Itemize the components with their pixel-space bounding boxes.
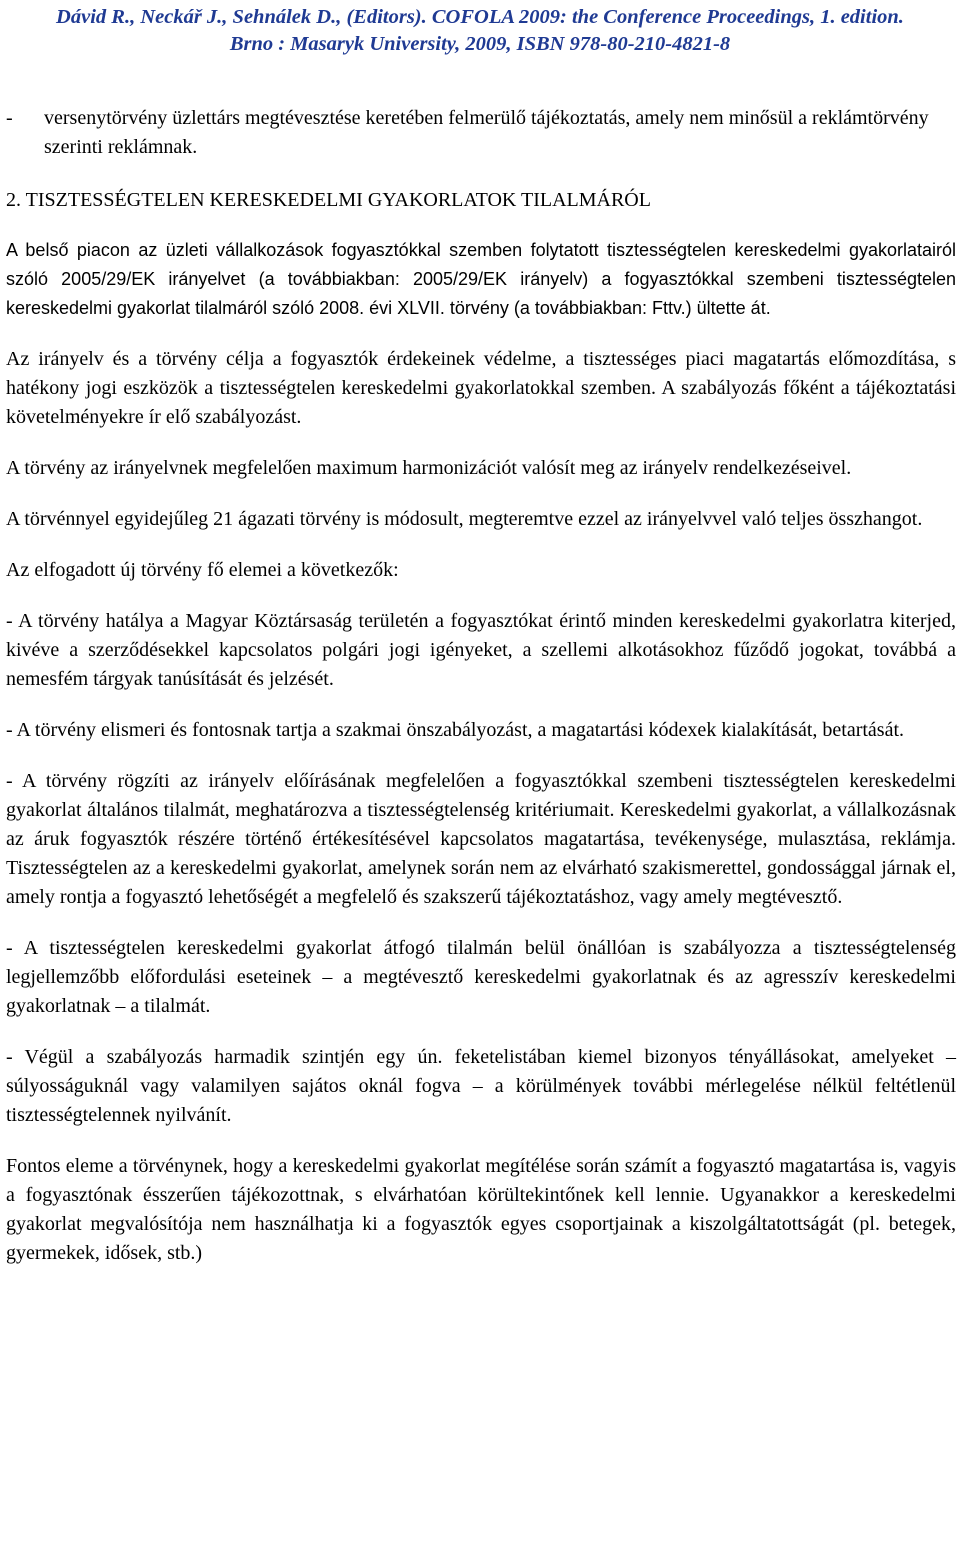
section-heading: 2. TISZTESSÉGTELEN KERESKEDELMI GYAKORLATOK TILALMÁRÓL xyxy=(6,189,651,211)
paragraph-general-prohibition: - A törvény rögzíti az irányelv előírásának megfelelően a fogyasztókkal szembeni tisztességtelen kereskedelmi gyakorlat általános tilalmát, meghatározva a tisztességtelenség kritériumait. Kereskedelmi gyakorlat, a vállalkozásnak az áruk fogyasztók részére történő értékesítésével kapcsolatos magatartása, tevékenysége, mulasztása, reklámja. Tisztességtelen az a kereskedelmi gyakorlat, amelynek során nem az elvárható szakismerettel, gondossággal járnak el, amely rontja a fogyasztó lehetőségét a megfelelő és szakszerű tájékoztatáshoz, vagy amely megtévesztő. xyxy=(6,770,956,908)
paragraph-blacklist: - Végül a szabályozás harmadik szintjén egy ún. feketelistában kiemel bizonyos tényállásokat, amelyeket – súlyosságuknál vagy valamilyen sajátos oknál fogva – a körülmények további mérlegelése nélkül feltétlenül tisztességtelennek nyilvánít. xyxy=(6,1046,956,1126)
paragraph-main-elements-intro: Az elfogadott új törvény fő elemei a következők: xyxy=(6,559,399,581)
paragraph-self-regulation: - A törvény elismeri és fontosnak tartja a szakmai önszabályozást, a magatartási kódexek kialakítását, betartását. xyxy=(6,719,905,741)
list-dash: - xyxy=(6,107,13,129)
paragraph-directive-intro: A belső piacon az üzleti vállalkozások fogyasztókkal szemben folytatott tisztességtelen kereskedelmi gyakorlatairól szóló 2005/29/EK irányelvet (a továbbiakban: 2005/29/EK irányelv) a fogyasztókkal szembeni tisztességtelen kereskedelmi gyakorlat tilalmáról szóló 2008. évi XLVII. törvény (a továbbiakban: Fttv.) ültette át. xyxy=(6,240,956,318)
paragraph-harmonization: A törvény az irányelvnek megfelelően maximum harmonizációt valósít meg az irányelv rendelkezéseivel. xyxy=(6,457,852,479)
paragraph-consumer-behaviour: Fontos eleme a törvénynek, hogy a kereskedelmi gyakorlat megítélése során számít a fogyasztó magatartása is, vagyis a fogyasztónak ésszerűen tájékozottnak, s elvárhatóan körültekintőnek kell lennie. Ugyanakkor a kereskedelmi gyakorlat megvalósítója nem használhatja ki a fogyasztók egyes csoportjainak a kiszolgáltatottságát (pl. betegek, gyermekek, idősek, stb.) xyxy=(6,1155,956,1264)
list-item-text: versenytörvény üzlettárs megtévesztése keretében felmerülő tájékoztatás, amely nem minősül a reklámtörvény szerinti reklámnak. xyxy=(44,107,929,158)
paragraph-scope: - A törvény hatálya a Magyar Köztársaság területén a fogyasztókat érintő minden kereskedelmi gyakorlatra kiterjed, kivéve a szerződésekkel kapcsolatos polgári jogi igényeket, a szellemi alkotásokhoz fűződő jogokat, továbbá a nemesfém tárgyak tanúsítását és jelzését. xyxy=(6,610,956,690)
document-body xyxy=(6,104,956,1290)
paragraph-purpose: Az irányelv és a törvény célja a fogyasztók érdekeinek védelme, a tisztességes piaci magatartás előmozdítása, s hatékony jogi eszközök a tisztességtelen kereskedelmi gyakorlatokkal szemben. A szabályozás főként a tájékoztatási követelményekre ír elő szabályozást. xyxy=(6,348,956,428)
intro-list-item xyxy=(6,104,956,162)
running-header xyxy=(0,4,960,58)
paragraph-sector-laws: A törvénnyel egyidejűleg 21 ágazati törvény is módosult, megteremtve ezzel az irányelvvel való teljes összhangot. xyxy=(6,508,923,530)
header-citation-line: Dávid R., Neckář J., Sehnálek D., (Editors). COFOLA 2009: the Conference Proceedings, 1. edition. xyxy=(56,6,904,28)
header-publisher-line: Brno : Masaryk University, 2009, ISBN 978-80-210-4821-8 xyxy=(229,33,731,55)
paragraph-misleading-aggressive: - A tisztességtelen kereskedelmi gyakorlat átfogó tilalmán belül önállóan is szabályozza a tisztességtelenség legjellemzőbb előfordulási eseteinek – a megtévesztő kereskedelmi gyakorlatnak és az agresszív kereskedelmi gyakorlatnak – a tilalmát. xyxy=(6,937,956,1017)
